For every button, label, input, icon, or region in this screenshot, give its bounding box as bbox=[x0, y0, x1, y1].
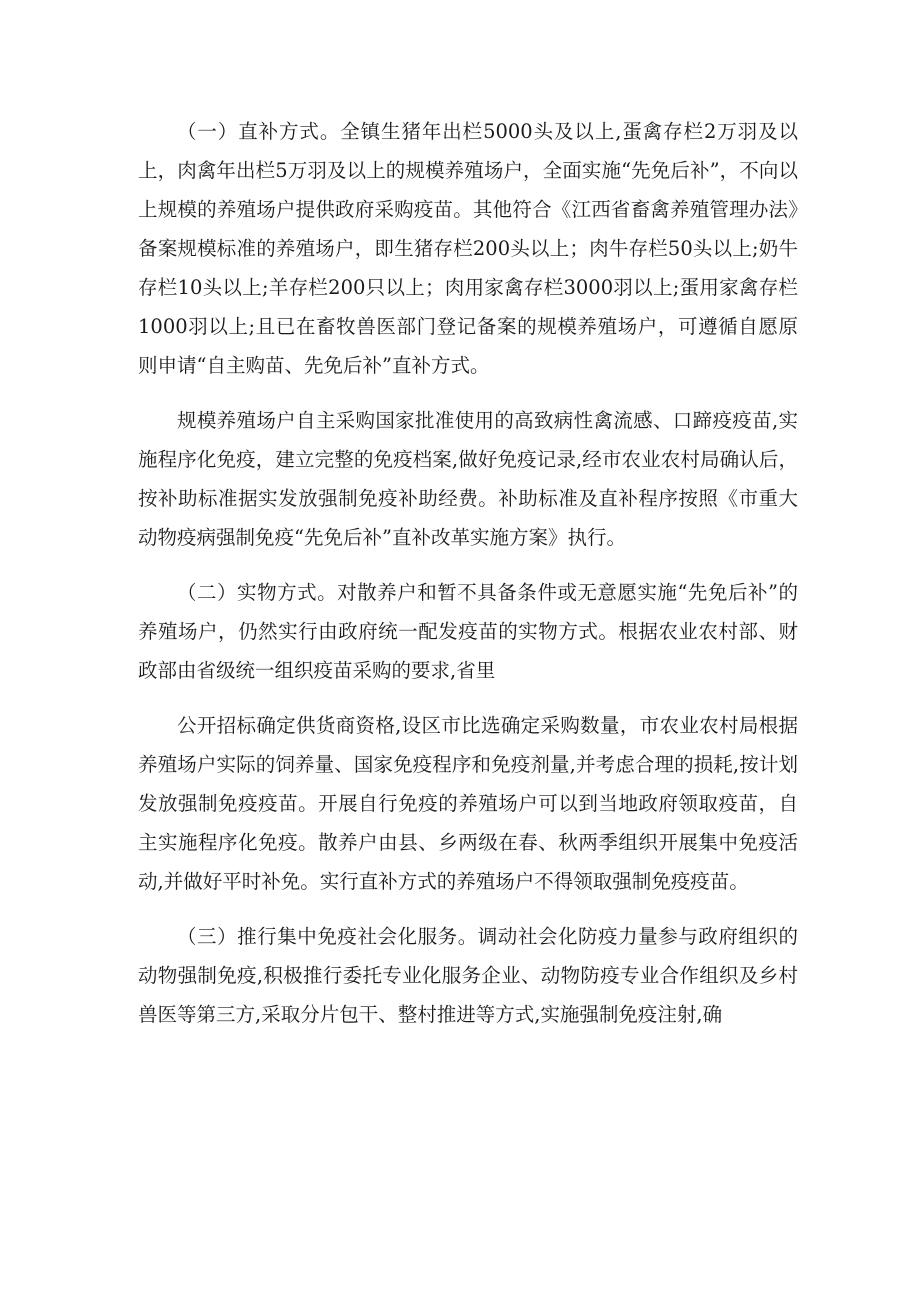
paragraph-self-procurement: 规模养殖场户自主采购国家批准使用的高致病性禽流感、口蹄疫疫苗,实施程序化免疫，建立完整的免疫档案,做好免疫记录,经市农业农村局确认后，按补助标准据实发放强制免疫补助经费。补助标准及直补程序按照《市重大动物疫病强制免疫“先免后补”直补改革实施方案》执行。 bbox=[138, 409, 798, 549]
paragraph-direct-subsidy: （一）直补方式。全镇生猪年出栏5000头及以上,蛋禽存栏2万羽及以上，肉禽年出栏5万羽及以上的规模养殖场户，全面实施“先免后补”，不向以上规模的养殖场户提供政府采购疫苗。其他符合《江西省畜禽养殖管理办法》备案规模标准的养殖场户，即生猪存栏200头以上；肉牛存栏50头以上;奶牛存栏10头以上;羊存栏200只以上；肉用家禽存栏3000羽以上;蛋用家禽存栏1000羽以上;且已在畜牧兽医部门登记备案的规模养殖场户，可遵循自愿原则申请“自主购苗、先免后补”直补方式。 bbox=[138, 120, 798, 377]
paragraph-tender: 公开招标确定供货商资格,设区市比选确定采购数量，市农业农村局根据养殖场户实际的饲养量、国家免疫程序和免疫剂量,并考虑合理的损耗,按计划发放强制免疫疫苗。开展自行免疫的养殖场户可以到当地政府领取疫苗，自主实施程序化免疫。散养户由县、乡两级在春、秋两季组织开展集中免疫活动,并做好平时补免。实行直补方式的养殖场户不得领取强制免疫疫苗。 bbox=[138, 714, 798, 893]
paragraph-in-kind: （二）实物方式。对散养户和暂不具备条件或无意愿实施“先免后补”的养殖场户，仍然实行由政府统一配发疫苗的实物方式。根据农业农村部、财政部由省级统一组织疫苗采购的要求,省里 bbox=[138, 581, 798, 682]
document-body bbox=[138, 112, 798, 1050]
paragraph-social-service: （三）推行集中免疫社会化服务。调动社会化防疫力量参与政府组织的动物强制免疫,积极推行委托专业化服务企业、动物防疫专业合作组织及乡村兽医等第三方,采取分片包干、整村推进等方式,实施强制免疫注射,确 bbox=[138, 925, 798, 1026]
